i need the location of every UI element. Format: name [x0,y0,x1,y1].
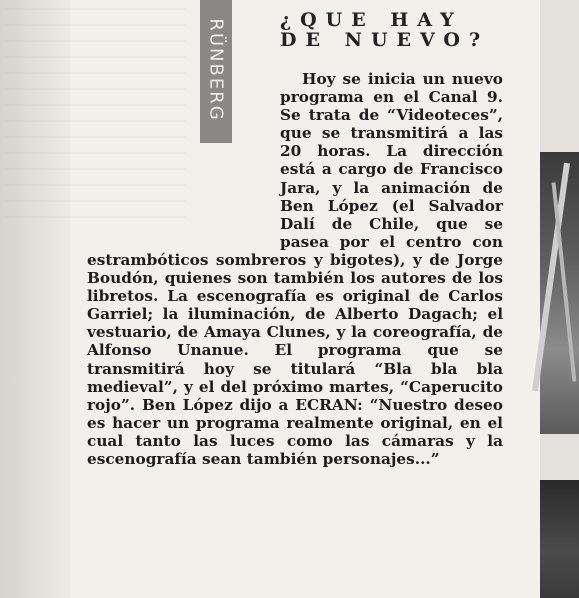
headline [280,10,510,50]
adjacent-column-scan [0,0,70,598]
photo-structure [552,182,577,381]
headline-line-2: DE NUEVO? [280,29,490,51]
headline-line-1: ¿QUE HAY [280,9,463,31]
article-paragraph: Hoy se inicia un nuevo programa en el Canal 9. Se trata de “Videoteces”, que se transmitirá a las 20 horas. La dirección está a cargo de Francisco Jara, y la animación de Ben López (el Salvador Dalí de Chile, que se pasea por el centro con estrambóticos sombreros y bigotes), y de Jorge Boudón, quienes son también los autores de los libretos. La escenografía es original de Carlos Garriel; la iluminación, de Alberto Dagach; el vestuario, de Amaya Clunes, y la coreografía, de Alfonso Unanue. El programa que se transmitirá hoy se titulará “Bla bla bla medieval”, y el del próximo martes, “Caperucito rojo”. Ben López dijo a ECRAN: “Nuestro deseo es hacer un programa realmente original, en el cual tanto las luces como las cámaras y la escenografía sean también personajes...” [87,70,503,468]
photo-fragment-bottom [540,480,579,598]
author-name: RÜNBERG [205,18,227,122]
article-body [87,70,503,468]
text-wrap-spacer [87,70,280,233]
photo-fragment-top [540,152,579,434]
